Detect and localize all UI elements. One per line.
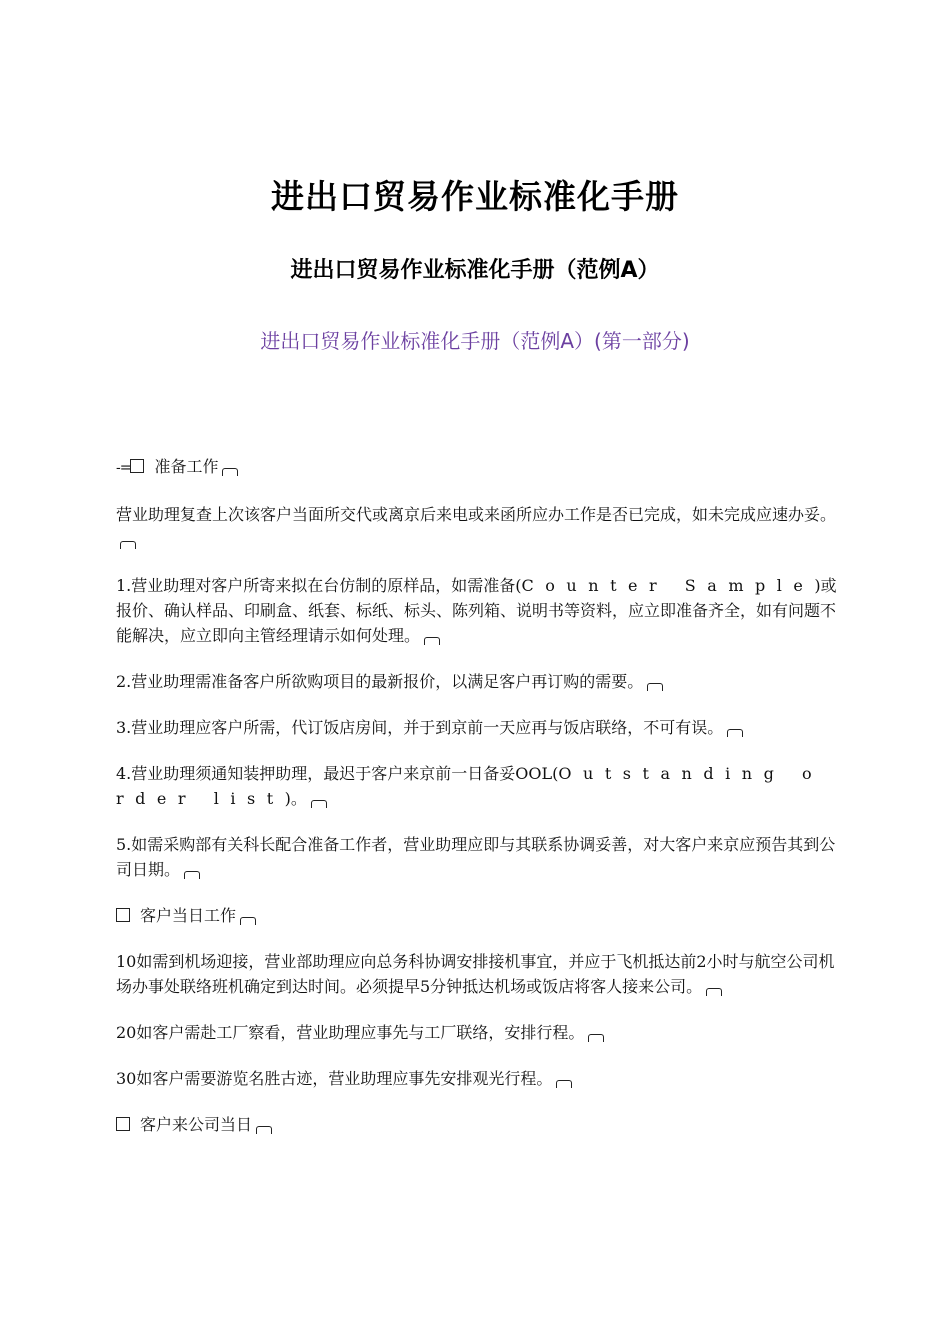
paragraph-text: 20如客户需赴工厂察看，营业助理应事先与工厂联络，安排行程。: [116, 1023, 585, 1042]
checkbox-icon: [116, 908, 130, 922]
paragraph-mark-icon: [184, 871, 200, 879]
paragraph-text: 1.营业助理对客户所寄来拟在台仿制的原样品，如需准备(: [116, 576, 522, 595]
paragraph-mark-icon: [556, 1080, 572, 1088]
paragraph-text: )。: [284, 789, 307, 808]
paragraph-mark-icon: [424, 637, 440, 645]
document-title: 进出口贸易作业标准化手册: [271, 177, 679, 216]
paragraph-text: 2.营业助理需准备客户所欲购项目的最新报价，以满足客户再订购的需要。: [116, 672, 644, 691]
heading-text: 客户当日工作: [140, 906, 237, 925]
section-heading-visit: [116, 1112, 841, 1137]
paragraph-day-item-3: [116, 1066, 841, 1091]
paragraph-prep-item-2: [116, 669, 841, 694]
paragraph-text: 10如需到机场迎接，营业部助理应向总务科协调安排接机事宜，并应于飞机抵达前2小时与航空公司机场办事处联络班机确定到达时间。必须提早5分钟抵达机场或饭店将客人接来公司。: [116, 952, 835, 996]
heading-text: 准备工作: [154, 457, 219, 476]
paragraph-day-item-1: [116, 949, 841, 999]
paragraph-mark-icon: [222, 468, 238, 476]
paragraph-text: )或报价、确认样品、印刷盒、纸套、标纸、标头、陈列箱、说明书等资料，应立即准备齐全，如有问题不能解决，应立即向主管经理请示如何处理。: [116, 576, 837, 645]
paragraph-text: 30如客户需要游览名胜古迹，营业助理应事先安排观光行程。: [116, 1069, 553, 1088]
paragraph-prep-item-3: [116, 715, 841, 740]
paragraph-prep-item-5: [116, 832, 841, 882]
paragraph-mark-icon: [311, 800, 327, 808]
document-body: [116, 454, 841, 1158]
paragraph-text: 5.如需采购部有关科长配合准备工作者，营业助理应即与其联系协调妥善，对大客户来京应预告其到公司日期。: [116, 835, 836, 879]
paragraph-mark-icon: [706, 988, 722, 996]
paragraph-mark-icon: [256, 1126, 272, 1134]
paragraph-text: 4.营业助理须通知装押助理，最迟于客户来京前一日备妥OOL(: [116, 764, 559, 783]
paragraph-prep-item-1: [116, 573, 841, 648]
paragraph-text: 3.营业助理应客户所需，代订饭店房间，并于到京前一天应再与饭店联络，不可有误。: [116, 718, 724, 737]
paragraph-mark-icon: [727, 729, 743, 737]
paragraph-prep-intro: [116, 502, 841, 552]
paragraph-mark-icon: [240, 917, 256, 925]
heading-text: 客户来公司当日: [140, 1115, 253, 1134]
heading-prefix: -=: [116, 460, 131, 476]
paragraph-text: 营业助理复查上次该客户当面所交代或离京后来电或来函所应办工作是否已完成，如未完成应速办妥。: [116, 505, 837, 524]
paragraph-prep-item-4: [116, 761, 841, 811]
paragraph-mark-icon: [120, 541, 136, 549]
checkbox-icon: [116, 1117, 130, 1131]
paragraph-term: Outstanding order list: [116, 764, 824, 808]
checkbox-icon: [130, 459, 144, 473]
document-subtitle: 进出口贸易作业标准化手册（范例A）: [290, 258, 660, 283]
section-heading-day: [116, 903, 841, 928]
paragraph-mark-icon: [647, 683, 663, 691]
document-part-title: 进出口贸易作业标准化手册（范例A）(第一部分): [260, 329, 690, 353]
paragraph-term: Counter Sample: [521, 576, 815, 595]
section-heading-prep: [116, 454, 841, 481]
paragraph-mark-icon: [588, 1034, 604, 1042]
paragraph-day-item-2: [116, 1020, 841, 1045]
